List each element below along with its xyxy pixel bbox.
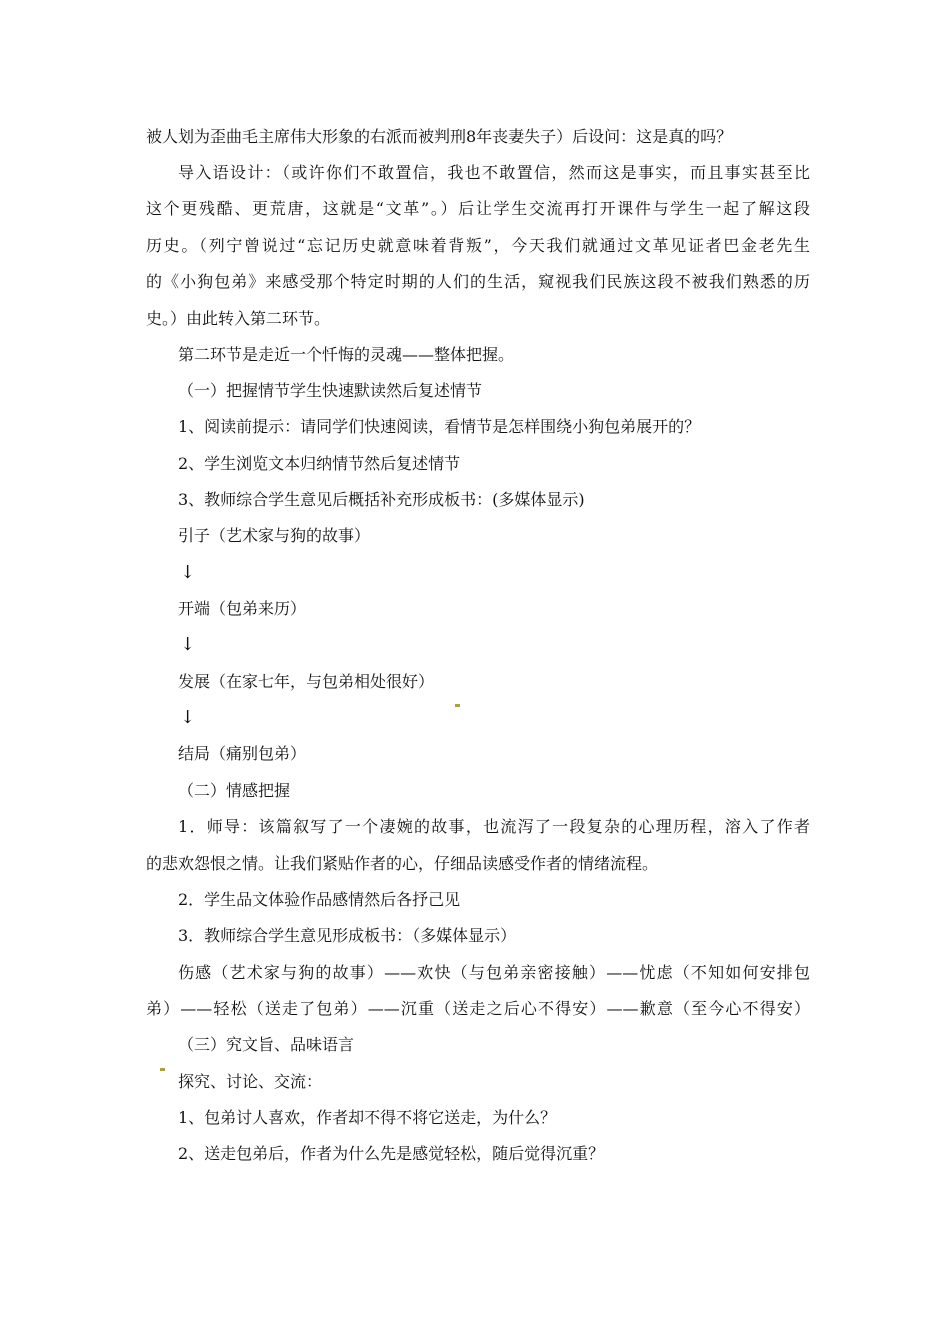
text-line-2: 导入语设计：（或许你们不敢置信，我也不敢置信，然而这是事实，而且事实甚至比 [178,163,810,182]
subsection-heading-3: （三）究文旨、品味语言 [178,1035,355,1054]
text-line-5: 的《小狗包弟》来感受那个特定时期的人们的生活，窥视我们民族这段不被我们熟悉的历 [146,272,810,291]
down-arrow-icon: ↓ [180,562,196,583]
stray-mark [160,1068,165,1071]
emotion-flow-line-1: 伤感（艺术家与狗的故事）——欢快（与包弟亲密接触）——忧虑（不知如何安排包 [178,963,810,982]
subsection-heading-2: （二）情感把握 [178,781,291,800]
list-item: 1．师导：该篇叙写了一个凄婉的故事，也流泻了一段复杂的心理历程，溶入了作者 [178,817,810,836]
section-heading-2: 第二环节是走近一个忏悔的灵魂——整体把握。 [178,345,515,364]
emotion-flow-line-2: 弟）——轻松（送走了包弟）——沉重（送走之后心不得安）——歉意（至今心不得安） [146,999,810,1018]
text-line-3: 这个更残酷、更荒唐，这就是“文革”。）后让学生交流再打开课件与学生一起了解这段 [146,199,810,218]
plot-stage: 发展（在家七年，与包弟相处很好） [178,672,435,691]
list-item: 2．学生品文体验作品感情然后各抒己见 [178,890,461,909]
list-item: 2、学生浏览文本归纳情节然后复述情节 [178,454,461,473]
down-arrow-icon: ↓ [180,634,196,655]
text-line-1: 被人划为歪曲毛主席伟大形象的右派而被判刑8年丧妻失子）后设问：这是真的吗？ [146,127,733,146]
down-arrow-icon: ↓ [180,707,196,728]
text-line-6: 史。）由此转入第二环节。 [146,309,331,328]
text-line-4: 历史。（列宁曾说过“忘记历史就意味着背叛”，今天我们就通过文革见证者巴金老先生 [146,236,810,255]
plot-stage: 开端（包弟来历） [178,599,307,618]
subsection-heading-1: （一）把握情节学生快速默读然后复述情节 [178,381,483,400]
stray-mark [455,704,460,707]
plot-stage: 结局（痛别包弟） [178,744,307,763]
question-item: 2、送走包弟后，作者为什么先是感觉轻松，随后觉得沉重？ [178,1144,605,1163]
plot-stage: 引子（艺术家与狗的故事） [178,526,371,545]
text-line: 的悲欢怨恨之情。让我们紧贴作者的心，仔细品读感受作者的情绪流程。 [146,854,659,873]
list-item: 1、阅读前提示：请同学们快速阅读，看情节是怎样围绕小狗包弟展开的？ [178,417,701,436]
list-item: 3．教师综合学生意见形成板书：（多媒体显示） [178,926,517,945]
list-item: 3、教师综合学生意见后概括补充形成板书：(多媒体显示) [178,490,585,509]
question-item: 1、包弟讨人喜欢，作者却不得不将它送走，为什么？ [178,1108,557,1127]
text-line: 探究、讨论、交流： [178,1072,323,1091]
